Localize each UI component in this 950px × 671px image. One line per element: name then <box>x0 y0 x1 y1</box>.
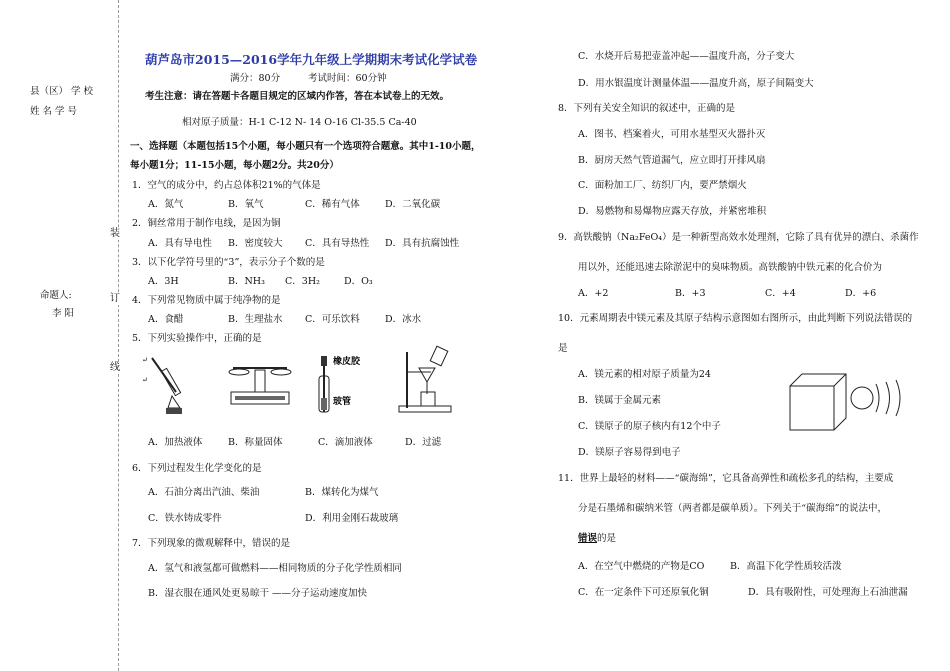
heating-liquid-figure <box>140 348 200 418</box>
setter-name: 李 阳 <box>52 308 75 319</box>
q9-option-a: A．+2 <box>578 288 609 299</box>
binding-line <box>118 0 119 671</box>
section-heading-2: 每小题1分；11-15小题，每小题2分。共20分） <box>130 160 339 171</box>
atomic-masses: 相对原子质量：H-1 C-12 N- 14 O-16 Cl-35.5 Ca-40 <box>182 117 417 128</box>
q1-option-c: C．稀有气体 <box>305 199 360 210</box>
q8-stem: 8．下列有关安全知识的叙述中，正确的是 <box>558 103 736 114</box>
svg-text:↵: ↵ <box>142 376 148 384</box>
q11-option-d: D．具有吸附性，可处理海上石油泄漏 <box>748 587 908 598</box>
balance-figure <box>225 356 295 412</box>
q6-option-c: C．铁水铸成零件 <box>148 513 222 524</box>
q3-stem: 3．以下化学符号里的“3”，表示分子个数的是 <box>132 257 325 268</box>
q11-option-b: B．高温下化学性质较活泼 <box>730 561 842 572</box>
q7-option-a: A．氢气和液氢都可做燃料——相同物质的分子化学性质相同 <box>148 563 402 574</box>
binding-char-zhuang: 装 <box>110 228 120 239</box>
svg-text:↵: ↵ <box>142 356 148 364</box>
q11-stem-3 <box>578 530 616 544</box>
q7-option-c: C．水烧开后易把壶盖冲起——温度升高，分子变大 <box>578 51 795 62</box>
q6-option-b: B．煤转化为煤气 <box>305 487 379 498</box>
q7-option-d: D．用水银温度计测量体温——温度升高，原子间隔变大 <box>578 78 814 89</box>
q8-option-d: D．易燃物和易爆物应露天存放，并紧密堆积 <box>578 206 767 217</box>
q10-option-a: A．镁元素的相对原子质量为24 <box>578 369 711 380</box>
q10-option-b: B．镁属于金属元素 <box>578 395 661 406</box>
q8-option-c: C．面粉加工厂、纺织厂内，要严禁烟火 <box>578 180 747 191</box>
dropper-cap-label: 橡皮胶 <box>333 357 361 367</box>
q11-option-c: C．在一定条件下可还原氧化铜 <box>578 587 709 598</box>
q4-option-a: A．食醋 <box>148 314 184 325</box>
q9-option-b: B．+3 <box>675 288 706 299</box>
q1-option-a: A．氮气 <box>148 199 184 210</box>
q4-option-c: C．可乐饮料 <box>305 314 360 325</box>
binding-char-xian: 线 <box>110 362 120 373</box>
exam-time: 考试时间：60分钟 <box>308 73 387 84</box>
q6-option-d: D．利用金刚石裁玻璃 <box>305 513 399 524</box>
q9-stem-2: 用以外，还能迅速去除淤泥中的臭味物质。高铁酸钠中铁元素的化合价为 <box>578 262 883 273</box>
q2-option-d: D．具有抗腐蚀性 <box>385 238 460 249</box>
exam-title: 葫芦岛市2015—2016学年九年级上学期期末考试化学试卷 <box>145 52 478 67</box>
q3-option-a: A．3H <box>148 276 179 287</box>
q10-option-c: C．镁原子的原子核内有12个中子 <box>578 421 721 432</box>
q10-stem-1: 10．元素周期表中镁元素及其原子结构示意图如右图所示，由此判断下列说法错误的 <box>558 313 913 324</box>
q7-option-b: B．湿衣服在通风处更易晾干 ——分子运动速度加快 <box>148 588 368 599</box>
q6-option-a: A．石油分离出汽油、柴油 <box>148 487 260 498</box>
q5-option-d: D．过滤 <box>405 437 442 448</box>
q11-option-a: A．在空气中燃烧的产物是CO <box>578 561 705 572</box>
q5-option-c: C．滴加液体 <box>318 437 373 448</box>
q10-stem-2: 是 <box>558 343 568 354</box>
q3-option-c: C．3H₂ <box>285 276 320 287</box>
binding-char-ding: 订 <box>110 293 120 304</box>
q5-stem: 5．下列实验操作中，正确的是 <box>132 333 262 344</box>
q3-option-d: D．O₃ <box>344 276 373 287</box>
q10-option-d: D．镁原子容易得到电子 <box>578 447 681 458</box>
q9-option-d: D．+6 <box>845 288 877 299</box>
magnesium-element-figure <box>786 372 916 452</box>
q7-stem: 7．下列现象的微观解释中，错误的是 <box>132 538 291 549</box>
notice: 考生注意：请在答题卡各题目规定的区域内作答，答在本试卷上的无效。 <box>145 91 450 102</box>
q5-option-b: B．称量固体 <box>228 437 283 448</box>
q1-option-d: D．二氧化碳 <box>385 199 441 210</box>
name-id-label: 姓 名 学 号 <box>30 106 78 117</box>
q11-emphasis: 错误 <box>578 533 598 544</box>
q2-option-c: C．具有导热性 <box>305 238 370 249</box>
q9-stem-1: 9．高铁酸钠（Na₂FeO₄）是一种新型高效水处理剂，它除了具有优异的漂白、杀菌作 <box>558 232 919 243</box>
q4-option-d: D．冰水 <box>385 314 422 325</box>
county-school-label: 县（区） 学 校 <box>30 86 94 97</box>
section-heading-1: 一、选择题（本题包括15个小题，每小题只有一个选项符合题意。其中1-10小题， <box>130 141 481 152</box>
q2-stem: 2．铜丝常用于制作电线，是因为铜 <box>132 218 281 229</box>
q1-stem: 1．空气的成分中，约占总体积21%的气体是 <box>132 180 321 191</box>
dropper-tube-label: 玻管 <box>333 397 352 407</box>
q11-stem-2: 分是石墨烯和碳纳米管（两者都是碳单质）。下列关于“碳海绵”的说法中， <box>578 503 887 514</box>
q4-stem: 4．下列常见物质中属于纯净物的是 <box>132 295 281 306</box>
full-score: 满分：80分 <box>230 73 281 84</box>
q8-option-b: B．厨房天然气管道漏气，应立即打开排风扇 <box>578 155 766 166</box>
q11-stem-1: 11．世界上最轻的材料——“碳海绵”，它具备高弹性和疏松多孔的结构，主要成 <box>558 473 894 484</box>
q3-option-b: B．NH₃ <box>228 276 265 287</box>
q1-option-b: B．氧气 <box>228 199 264 210</box>
q6-stem: 6．下列过程发生化学变化的是 <box>132 463 262 474</box>
q4-option-b: B．生理盐水 <box>228 314 283 325</box>
q2-option-b: B．密度较大 <box>228 238 283 249</box>
filtration-figure <box>395 346 465 416</box>
q9-option-c: C．+4 <box>765 288 796 299</box>
q8-option-a: A．图书、档案着火，可用水基型灭火器扑灭 <box>578 129 766 140</box>
setter-label: 命题人: <box>40 290 72 301</box>
q5-option-a: A．加热液体 <box>148 437 203 448</box>
dropper-figure <box>315 352 375 418</box>
q11-stem-3-rest: 的是 <box>597 533 617 544</box>
q2-option-a: A．具有导电性 <box>148 238 212 249</box>
